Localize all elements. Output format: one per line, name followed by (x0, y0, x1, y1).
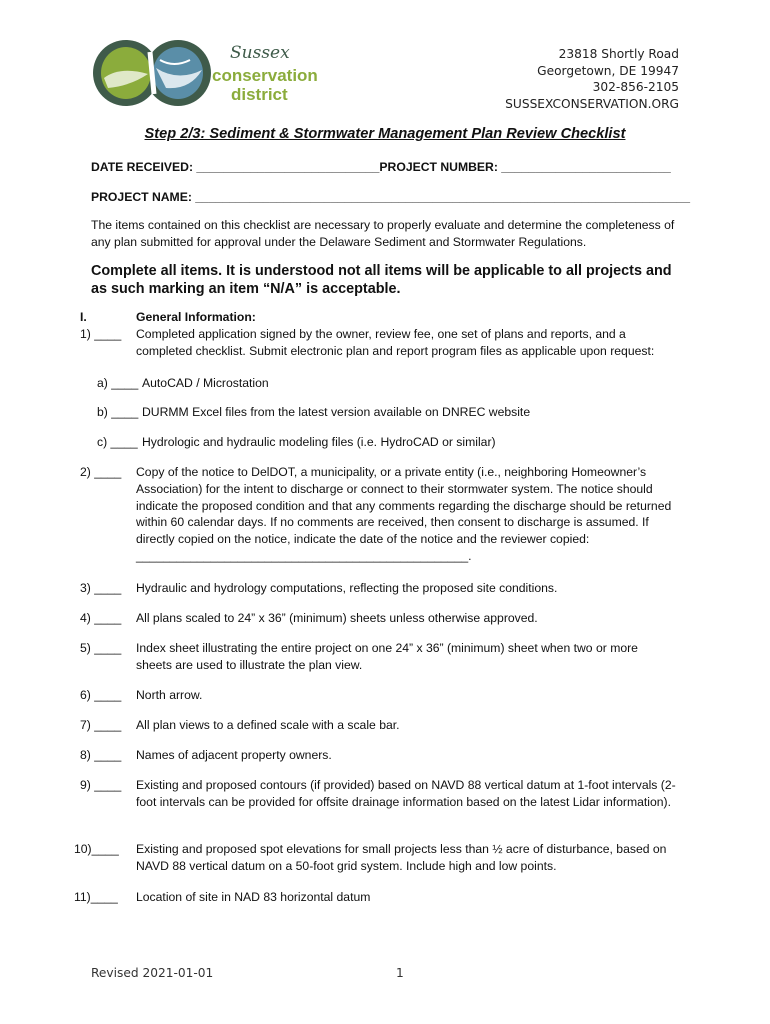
item-label: 11)____ (74, 890, 118, 904)
address-website: SUSSEXCONSERVATION.ORG (505, 96, 679, 111)
item-label: 9) ____ (80, 778, 122, 792)
item-label: 2) ____ (80, 465, 122, 479)
item-label: c) ____ (97, 435, 138, 449)
item-label: 8) ____ (80, 748, 122, 762)
address-street: 23818 Shortly Road (558, 47, 679, 61)
item-text: AutoCAD / Microstation (142, 376, 269, 390)
sussex-conservation-district-logo (90, 38, 330, 108)
intro-paragraph: The items contained on this checklist are necessary to properly evaluate and determine the completeness of any plan submitted for approval under the Delaware Sediment and Stormwater Regulations. (91, 218, 675, 249)
project-name-field: PROJECT NAME: _________________________________________________________________________ (91, 190, 691, 204)
address-phone: 302-856-2105 (592, 80, 679, 94)
item-text: Existing and proposed spot elevations for small projects less than ½ acre of disturbance, based on NAVD 88 vertical datum on a 50-foot grid system. Include high and low points. (136, 842, 667, 873)
item-text: Names of adjacent property owners. (136, 748, 332, 762)
section-number: I. (80, 310, 87, 324)
item-text: Existing and proposed contours (if provided) based on NAVD 88 vertical datum at 1-foot intervals (2-foot intervals can be provided for offsite drainage information based on the latest Lidar information). (136, 778, 676, 809)
item-label: 5) ____ (80, 641, 122, 655)
item-text: Completed application signed by the owner, review fee, one set of plans and reports, and a completed checklist. Submit electronic plan and report program files as applicable upon request: (136, 327, 655, 358)
infinity-emblem-icon (93, 40, 211, 106)
item-text: North arrow. (136, 688, 203, 702)
logo-word-conservation: conservation (212, 66, 318, 85)
item-label: 6) ____ (80, 688, 122, 702)
item-text: All plans scaled to 24” x 36” (minimum) sheets unless otherwise approved. (136, 611, 538, 625)
item-label: a) ____ (97, 376, 139, 390)
item-label: 10)____ (74, 842, 119, 856)
date-received-field: DATE RECEIVED: ___________________________PROJECT NUMBER: _________________________ (91, 160, 671, 174)
item-text: All plan views to a defined scale with a scale bar. (136, 718, 400, 732)
item-text: Copy of the notice to DelDOT, a municipality, or a private entity (i.e., neighboring Homeowner’s Association) for the intent to discharge or connect to their stormwater system. The notice should indicate the proposed condition and that any comments regarding the discharge should be returned within 60 calendar days. If no comments are received, then consent to discharge is assumed. If directly copied on the notice, indicate the date of the notice and the reviewer copied: _________________________________________________. (136, 465, 672, 563)
logo-word-district: district (231, 85, 288, 104)
page-number: 1 (396, 966, 404, 980)
item-label: 7) ____ (80, 718, 122, 732)
item-label: b) ____ (97, 405, 139, 419)
item-text: DURMM Excel files from the latest version available on DNREC website (142, 405, 531, 419)
item-text: Hydraulic and hydrology computations, reflecting the proposed site conditions. (136, 581, 558, 595)
logo-word-sussex: Sussex (230, 43, 290, 63)
item-label: 1) ____ (80, 327, 122, 341)
instruction-note: Complete all items. It is understood not all items will be applicable to all projects and as such marking an item “N/A” is acceptable. (91, 263, 672, 297)
section-label: General Information: (136, 310, 256, 324)
item-label: 4) ____ (80, 611, 122, 625)
page-title: Step 2/3: Sediment & Stormwater Management Plan Review Checklist (144, 126, 626, 142)
item-label: 3) ____ (80, 581, 122, 595)
address-block (505, 46, 679, 112)
item-text: Index sheet illustrating the entire project on one 24” x 36” (minimum) sheet when two or more sheets are used to illustrate the plan view. (136, 641, 638, 672)
address-city: Georgetown, DE 19947 (537, 63, 679, 78)
item-text: Hydrologic and hydraulic modeling files (i.e. HydroCAD or similar) (142, 435, 496, 449)
revision-date: Revised 2021-01-01 (91, 966, 214, 980)
item-text: Location of site in NAD 83 horizontal datum (136, 890, 371, 904)
